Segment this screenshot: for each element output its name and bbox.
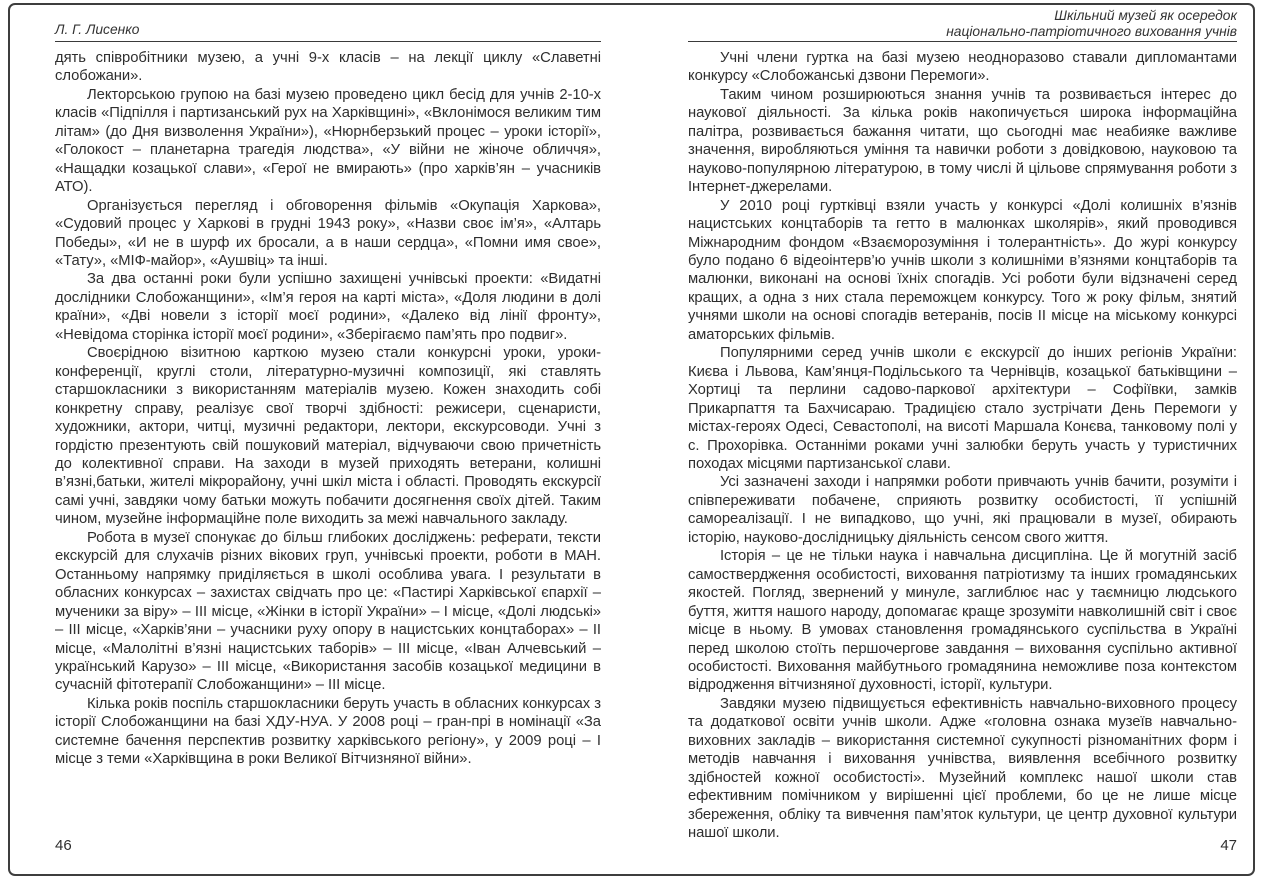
chapter-title-line-2: національно-патріотичного виховання учнів [946, 24, 1237, 39]
paragraph: Таким чином розширюються знання учнів та розвивається інтерес до наукової діяльності. За кілька років накопичується широка інформаційна палітра, розвивається бажання читати, що сьогодні має неабияке важливе значення, виробляються уміння та навички роботи з довідковою, науковою та науково-популярною літературою, в тому числі й цільове спрямування роботи з Інтернет-джерелами. [688, 86, 1237, 196]
paragraph: Робота в музеї спонукає до більш глибоких досліджень: реферати, тексти екскурсій для слухачів різних вікових груп, учнівські проекти, роботи в МАН. Останньому напрямку приділяється в школі особлива увага. І результати в обласних конкурсах – захистах свідчать про це: «Пастирі Харківської єпархії – мученики за віру» – III місце, «Жінки в історії України» – I місце, «Долі людські» – III місце, «Харків’яни – учасники руху опору в нацистських концтаборах» – II місце, «Малолітні в’язні нацистських таборів» – III місце, «Іван Алчевський – український Карузо» – III місце, «Використання засобів козацької медицини в сучасній фітотерапії Слобожанщини» – III місце. [55, 529, 601, 694]
paragraph: Історія – це не тільки наука і навчальна дисципліна. Це й могутній засіб самоствердження особистості, виховання патріотизму та інших громадянських якостей. Погляд, звернений у минуле, заглиблює нас у таємницю людського буття, життя нашого народу, допомагає краще зрозуміти навколишній світ і своє місце в ньому. В умовах становлення громадянського суспільства в Україні перед школою стоїть першочергове завдання – виховання суспільно активної особистості. Виховання майбутнього громадянина неможливе поза контекстом відродження вітчизняної духовності, історії, культури. [688, 548, 1237, 694]
paragraph: У 2010 році гуртківці взяли участь у конкурсі «Долі колишніх в’язнів нацистських концтаборів та гетто в малюнках школярів», який проводився Міжнародним фондом «Взаєморозуміння і толерантність». До журі конкурсу було подано 6 відеоінтерв’ю учнів школи з колишніми в’язнями концтаборів та малюнки, виконані на основі їхніх спогадів. Усі роботи були відзначені серед кращих, а одна з них стала переможцем конкурсу. Того ж року фільм, знятий учнями школи на основі спогадів ветеранів, посів II місце на міському конкурсі аматорських фільмів. [688, 197, 1237, 343]
chapter-running-header [688, 8, 1237, 40]
paragraph: Учні члени гуртка на базі музею неодноразово ставали дипломантами конкурсу «Слобожанські дзвони Перемоги». [688, 50, 1237, 85]
page-47 [688, 0, 1237, 882]
author-name: Л. Г. Лисенко [55, 22, 140, 37]
paragraph: Кілька років поспіль старшокласники беруть участь в обласних конкурсах з історії Слобожанщини на базі ХДУ-НУА. У 2008 році – гран-прі в номінації «За системне бачення перспектив розвитку харківського регіону», у 2009 році – I місце з теми «Харківщина в роки Великої Вітчизняної війни». [55, 695, 601, 768]
page-number-right: 47 [1220, 837, 1237, 854]
paragraph: Лекторською групою на базі музею проведено цикл бесід для учнів 2-10-х класів «Підпілля і партизанський рух на Харківщині», «Вклонімося великим тим літам» (до Дня визволення України»), «Нюрнберзький процес – уроки історії», «Голокост – планетарна трагедія людства», «У війни не жіноче обличчя», «Нащадки козацької слави», «Герої не вмирають» (про харків’ян – учасників АТО). [55, 86, 601, 196]
paragraph: Усі зазначені заходи і напрямки роботи привчають учнів бачити, розуміти і співпереживати побачене, сприяють розвитку особистості, її успішній самореалізації. І не випадково, що учні, які працювали в музеї, обирають історію, науково-дослідницьку діяльність сенсом свого життя. [688, 474, 1237, 546]
header-rule-right [688, 41, 1237, 42]
author-running-header [55, 22, 601, 38]
paragraph: За два останні роки були успішно захищені учнівські проекти: «Видатні дослідники Слобожанщини», «Ім’я героя на карті міста», «Доля людини в долі країни», «Дві новели з історії моєї родини», «Далеко від лінії фронту», «Невідома сторінка історії моєї родини», «Зберігаємо пам’ять про подвиг». [55, 271, 601, 343]
body-text-left [55, 49, 601, 769]
paragraph: Завдяки музею підвищується ефективність навчально-виховного процесу та додаткової освіти учнів школи. Адже «головна ознака музеїв навчально-виховних закладів – використання системної сукупності різноманітних форм і методів навчання і виховання учнівства, виявлення всебічного розвитку здібностей кожної особистості». Музейний комплекс нашої школи став ефективним помічником у вирішенні цієї проблеми, бо це не лише місце збереження, обліку та вивчення пам’яток культури, це центр духовної культури нашої школи. [688, 695, 1237, 842]
paragraph: дять співробітники музею, а учні 9-х класів – на лекції циклу «Славетні слобожани». [55, 50, 601, 85]
header-rule-left [55, 41, 601, 42]
body-text-right [688, 49, 1237, 842]
paragraph: Організується перегляд і обговорення фільмів «Окупація Харкова», «Судовий процес у Харкові в грудні 1943 року», «Назви своє ім’я», «Алтарь Победы», «И не в шурф их бросали, а в наши сердца», «Помни имя свое», «Тату», «МІФ-майор», «Аушвіц» та інші. [55, 197, 601, 269]
chapter-title-line-1: Шкільний музей як осередок [1054, 8, 1237, 23]
paragraph: Популярними серед учнів школи є екскурсії до інших регіонів України: Києва і Львова, Кам’янця-Подільського та Чернівців, козацької батьківщини – Хортиці та перлини садово-паркової архітектури – Софіївки, замків Прикарпаття та Бахчисараю. Традицією стало зустрічати День Перемоги у містах-героях Одесі, Севастополі, на висоті Маршала Конєва, танковому полі у с. Прохорівка. Останніми роками учні залюбки беруть участь у туристичних походах місцями партизанської слави. [688, 345, 1237, 472]
page-number-left: 46 [55, 837, 72, 854]
page-46 [55, 0, 601, 882]
paragraph: Своєрідною візитною карткою музею стали конкурсні уроки, уроки-конференції, круглі столи, літературно-музичні композиції, які ставлять старшокласники з використанням матеріалів музею. Кожен знаходить собі конкретну справу, реалізує свої творчі здібності: режисери, сценаристи, художники, актори, читці, музичні редактори, лектори, екскурсоводи. Учні з гордістю презентують свій пошуковий матеріал, відчуваючи свою причетність до колективної справи. На заходи в музей приходять ветерани, колишні в’язні,батьки, жителі мікрорайону, учні шкіл міста і області. Проводять екскурсії самі учні, завдяки чому батьки можуть побачити досягнення своїх дітей. Таким чином, музейне інформаційне поле виходить за межі навчального закладу. [55, 345, 601, 528]
